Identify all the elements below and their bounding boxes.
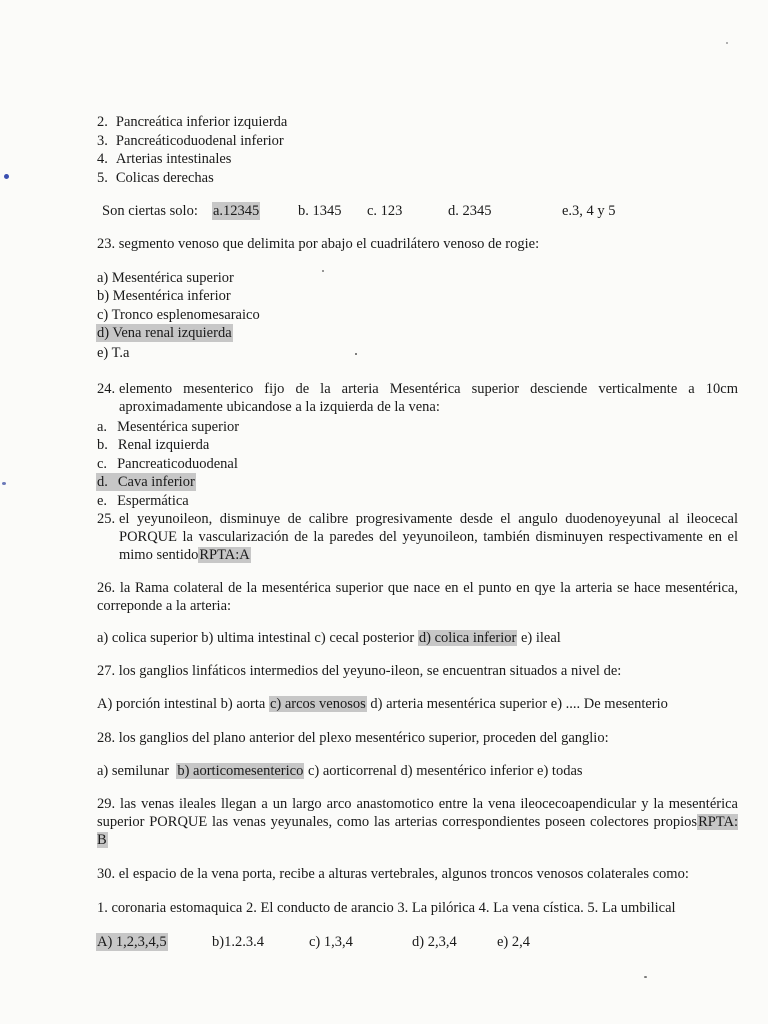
q26-answer-highlight: d) colica inferior — [418, 630, 517, 646]
q22-option-d: d. 2345 — [448, 203, 492, 219]
q29-stem: 29. las venas ileales llegan a un largo arco anastomotico entre la vena ileocecoapendicular y la mesentérica superior PORQUE las venas yeyunales, como las arterias correspondientes poseen colectores propiosRPTA: B — [97, 796, 738, 848]
q22-option-c: c. 123 — [367, 203, 403, 219]
q22-item-4: 4. Arterias intestinales — [97, 151, 232, 167]
q27-answers: A) porción intestinal b) aorta c) arcos venosos d) arteria mesentérica superior e) .... De mesenterio — [97, 696, 668, 712]
q22-item-5: 5. Colicas derechas — [97, 170, 214, 186]
q27-stem: 27. los ganglios linfáticos intermedios del yeyuno-ileon, se encuentran situados a nivel de: — [97, 663, 622, 679]
q30-stem: 30. el espacio de la vena porta, recibe a alturas vertebrales, algunos troncos venosos colaterales como: — [97, 866, 689, 882]
q23-option-b: b) Mesentérica inferior — [97, 288, 231, 304]
q24-option-a: a. Mesentérica superior — [97, 419, 240, 435]
q30-option-b: b)1.2.3.4 — [212, 934, 264, 950]
q22-option-e: e.3, 4 y 5 — [562, 203, 616, 219]
q23-option-c: c) Tronco esplenomesaraico — [97, 307, 260, 323]
scan-speck — [2, 482, 6, 485]
q25-answer: RPTA:A — [199, 547, 250, 563]
q26-answers: a) colica superior b) ultima intestinal c) cecal posterior d) colica inferior e) ileal — [97, 630, 561, 646]
q26-stem: 26. la Rama colateral de la mesentérica superior que nace en el punto en qye la arteria se hace mesentérica, correponde a la arteria: — [97, 580, 738, 614]
q24-option-e: e. Espermática — [97, 493, 189, 509]
q24-number: 24. — [97, 381, 116, 397]
q22-item-2: 2. Pancreática inferior izquierda — [97, 114, 288, 130]
q24-option-c: c. Pancreaticoduodenal — [97, 456, 238, 472]
q30-option-c: c) 1,3,4 — [309, 934, 353, 950]
q23-option-d: d) Vena renal izquierda — [97, 325, 232, 341]
scan-speck — [726, 42, 728, 44]
q22-option-b: b. 1345 — [298, 203, 342, 219]
scan-speck — [322, 270, 324, 272]
q29-answer: RPTA: B — [97, 814, 738, 848]
q22-prompt: Son ciertas solo: — [102, 203, 198, 219]
q24-option-d: d. Cava inferior — [97, 474, 195, 490]
q24-stem: elemento mesenterico fijo de la arteria Mesentérica superior desciende verticalmente a 10cm aproximadamente ubicandose a la izquierda de la vena: — [119, 381, 738, 415]
q23-option-a: a) Mesentérica superior — [97, 270, 234, 286]
q28-answers: a) semilunar b) aorticomesenterico c) aorticorrenal d) mesentérico inferior e) todas — [97, 763, 583, 779]
q24-option-b: b. Renal izquierda — [97, 437, 210, 453]
q30-list: 1. coronaria estomaquica 2. El conducto de arancio 3. La pilórica 4. La vena cística. 5. La umbilical — [97, 900, 676, 916]
scan-speck — [644, 976, 647, 978]
q30-option-e: e) 2,4 — [497, 934, 531, 950]
q30-option-a: A) 1,2,3,4,5 — [97, 934, 167, 950]
q22-option-a: a.12345 — [213, 203, 260, 219]
scan-speck — [4, 174, 9, 179]
q23-stem: 23. segmento venoso que delimita por abajo el cuadrilátero venoso de rogie: — [97, 236, 540, 252]
q28-stem: 28. los ganglios del plano anterior del plexo mesentérico superior, proceden del ganglio: — [97, 730, 609, 746]
q28-answer-highlight: b) aorticomesenterico — [177, 763, 304, 779]
q30-option-d: d) 2,3,4 — [412, 934, 457, 950]
q25-stem: el yeyunoileon, disminuye de calibre progresivamente desde el angulo duodenoyeyunal al ileocecal PORQUE la vascularización de la paredes del yeyunoileon, también disminuyen respectivamente en el mimo sentidoRPTA:A — [119, 511, 738, 563]
q22-item-3: 3. Pancreáticoduodenal inferior — [97, 133, 284, 149]
q23-option-e: e) T.a — [97, 345, 130, 361]
q25-number: 25. — [97, 511, 116, 527]
q27-answer-highlight: c) arcos venosos — [269, 696, 366, 712]
scan-speck — [355, 353, 357, 355]
